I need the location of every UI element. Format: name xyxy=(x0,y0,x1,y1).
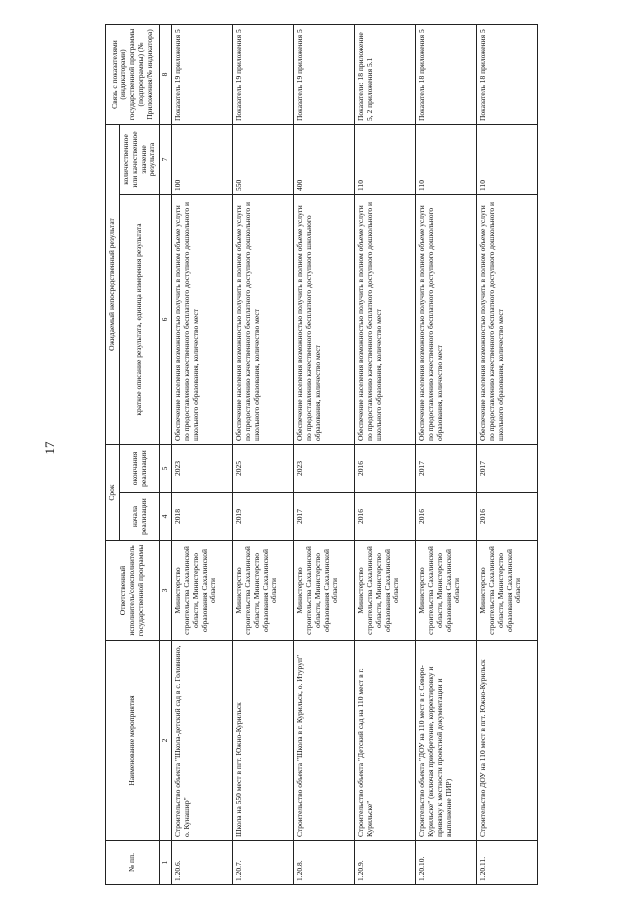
row-start: 2016 xyxy=(355,493,416,541)
row-num: 1.20.9. xyxy=(355,841,416,885)
row-desc: Обеспечение населения возможностью получить в полном объеме услуги по предоставлению качественного бесплатного доступного дошкольного и школьного образования, количество мест xyxy=(477,195,538,445)
row-link: Показатель 19 приложения 5 xyxy=(294,25,355,125)
row-link: Показатель 18 приложения 5 xyxy=(477,25,538,125)
row-executor: Министерство строительства Сахалинской области, Министерство образования Сахалинской области xyxy=(294,541,355,641)
row-name: Строительство объекта "Школа-детский сад в с. Головнино, о. Кунашир" xyxy=(172,641,233,841)
row-name: Строительство объекта "Детский сад на 110 мест в г. Курильске" xyxy=(355,641,416,841)
column-number: 6 xyxy=(160,195,172,445)
column-number: 4 xyxy=(160,493,172,541)
row-value: 400 xyxy=(294,125,355,195)
row-value: 110 xyxy=(416,125,477,195)
row-num: 1.20.6. xyxy=(172,841,233,885)
row-num: 1.20.11. xyxy=(477,841,538,885)
column-number: 2 xyxy=(160,641,172,841)
row-desc: Обеспечение населения возможностью получить в полном объеме услуги по предоставлению качественного бесплатного доступного дошкольного образования, количество мест xyxy=(416,195,477,445)
table-row xyxy=(172,25,233,885)
table-row xyxy=(294,25,355,885)
column-number: 7 xyxy=(160,125,172,195)
header-name: Наименование мероприятия xyxy=(106,641,160,841)
row-executor: Министерство строительства Сахалинской области, Министерство образования Сахалинской области xyxy=(355,541,416,641)
column-number: 1 xyxy=(160,841,172,885)
header-term-start: начала реализации xyxy=(119,493,159,541)
row-end: 2016 xyxy=(355,445,416,493)
row-end: 2023 xyxy=(294,445,355,493)
row-link: Показатели: 18 приложение 5, 2 приложения 5.1 xyxy=(355,25,416,125)
column-number: 5 xyxy=(160,445,172,493)
row-desc: Обеспечение населения возможностью получить в полном объеме услуги по предоставлению качественного бесплатного доступного дошкольного и школьного образования, количество мест xyxy=(355,195,416,445)
row-value: 100 xyxy=(172,125,233,195)
row-value: 110 xyxy=(355,125,416,195)
row-desc: Обеспечение населения возможностью получить в полном объеме услуги по предоставлению качественного бесплатного доступного дошкольного и школьного образования, количество мест xyxy=(233,195,294,445)
row-executor: Министерство строительства Сахалинской области, Министерство образования Сахалинской области xyxy=(416,541,477,641)
row-executor: Министерство строительства Сахалинской области, Министерство образования Сахалинской области xyxy=(233,541,294,641)
row-name: Строительство объекта "ДОУ на 110 мест в г. Северо-Курильске" (включая приобретение, корректировку и привязку к местности проектной документации и выполнение ПИР) xyxy=(416,641,477,841)
row-end: 2025 xyxy=(233,445,294,493)
header-result-value: количественное или качественное значение результата xyxy=(119,125,159,195)
row-value: 550 xyxy=(233,125,294,195)
table-row xyxy=(416,25,477,885)
header-result-desc: краткое описание результата, единица измерения результата xyxy=(119,195,159,445)
row-start: 2018 xyxy=(172,493,233,541)
page-number: 17 xyxy=(42,441,57,455)
row-value: 110 xyxy=(477,125,538,195)
column-number-row xyxy=(160,25,172,885)
row-end: 2017 xyxy=(477,445,538,493)
table-row xyxy=(355,25,416,885)
row-link: Показатель 18 приложения 5 xyxy=(416,25,477,125)
row-start: 2017 xyxy=(294,493,355,541)
header-link: Связь с показателями (индикаторами) государственной программы (подпрограммы) (№ Приложения/№ индикатора) xyxy=(106,25,160,125)
row-link: Показатель 19 приложения 5 xyxy=(172,25,233,125)
header-executor: Ответственный исполнитель/соисполнитель государственной программы xyxy=(106,541,160,641)
table-row xyxy=(233,25,294,885)
row-num: 1.20.8. xyxy=(294,841,355,885)
row-desc: Обеспечение населения возможностью получить в полном объеме услуги по предоставлению качественного бесплатного доступного школьного образования, количество мест xyxy=(294,195,355,445)
row-start: 2016 xyxy=(416,493,477,541)
row-end: 2023 xyxy=(172,445,233,493)
row-name: Строительство ДОУ на 110 мест в пгт. Южно-Курильск xyxy=(477,641,538,841)
header-term: Срок xyxy=(106,445,120,541)
column-number: 3 xyxy=(160,541,172,641)
row-desc: Обеспечение населения возможностью получить в полном объеме услуги по предоставлению качественного бесплатного доступного дошкольного и школьного образования, количество мест xyxy=(172,195,233,445)
row-num: 1.20.7. xyxy=(233,841,294,885)
row-start: 2016 xyxy=(477,493,538,541)
column-number: 8 xyxy=(160,25,172,125)
row-num: 1.20.10. xyxy=(416,841,477,885)
measures-table xyxy=(105,24,538,885)
table-row xyxy=(477,25,538,885)
row-start: 2019 xyxy=(233,493,294,541)
header-term-end: окончания реализации xyxy=(119,445,159,493)
row-name: Строительство объекта "Школа в г. Курильск, о. Итуруп" xyxy=(294,641,355,841)
row-name: Школа на 550 мест в пгт. Южно-Курильск xyxy=(233,641,294,841)
row-link: Показатель 19 приложения 5 xyxy=(233,25,294,125)
row-executor: Министерство строительства Сахалинской области, Министерство образования Сахалинской области xyxy=(477,541,538,641)
rotated-table-container xyxy=(105,25,605,885)
row-executor: Министерство строительства Сахалинской области, Министерство образования Сахалинской области xyxy=(172,541,233,641)
row-end: 2017 xyxy=(416,445,477,493)
header-num: № пп. xyxy=(106,841,160,885)
header-result: Ожидаемый непосредственный результат xyxy=(106,125,120,445)
